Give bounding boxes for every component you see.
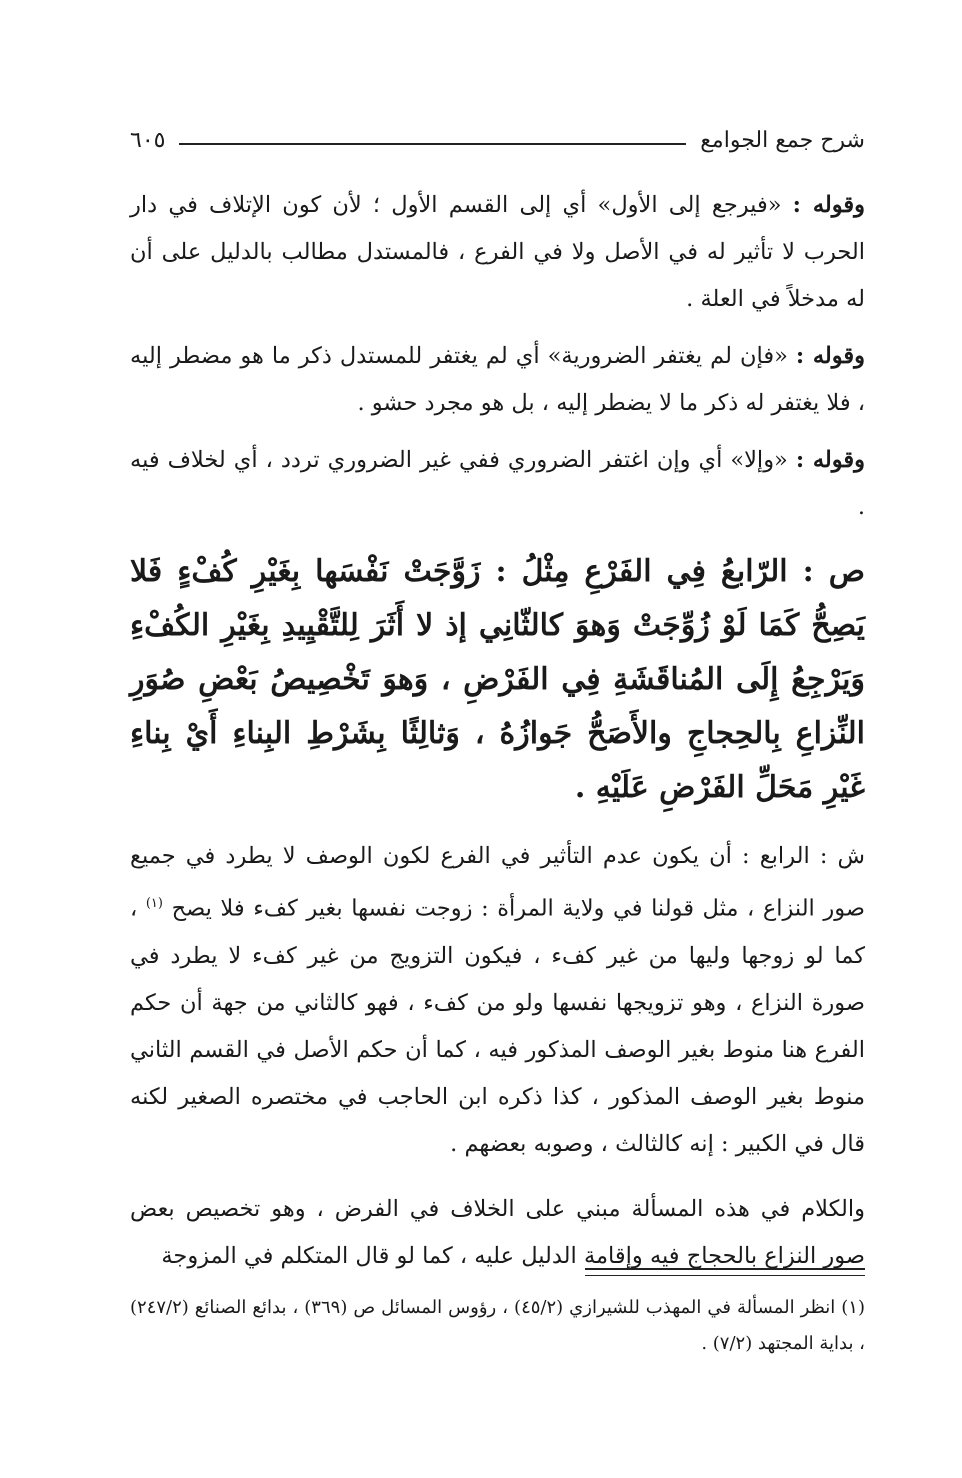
running-header [130,120,865,160]
commentary-paragraph-1 [130,182,865,323]
header-title: شرح جمع الجوامع [700,127,865,153]
paragraph-lead: وقوله : [792,192,865,218]
footnote-separator [585,1268,865,1276]
sharh-paragraph [130,833,865,1168]
paragraph-text: «فيرجع إلى الأول» أي إلى القسم الأول ؛ لأن كون الإتلاف في دار الحرب لا تأثير له في الأصل ولا في الفرع ، فالمستدل مطالب بالدليل على أن له مدخلاً في العلة . [130,192,865,312]
commentary-paragraph-3 [130,437,865,531]
closing-paragraph: والكلام في هذه المسألة مبني على الخلاف في الفرض ، وهو تخصيص بعض صور النزاع بالحجاج فيه وإقامة الدليل عليه ، كما لو قال المتكلم في المزوجة [130,1195,865,1269]
paragraph-lead: وقوله : [795,447,865,473]
footnote: (١) انظر المسألة في المهذب للشيرازي (٤٥/٢) ، رؤوس المسائل ص (٣٦٩) ، بدائع الصنائع (٢٤٧/٢) ، بداية المجتهد (٧/٢) . [130,1297,865,1354]
sharh-text-start: ش : الرابع : أن يكون عدم التأثير في الفرع لكون الوصف لا يطرد في جميع صور النزاع ، مثل قولنا في ولاية المرأة : زوجت نفسها بغير كفء فلا يصح [130,843,865,922]
header-rule [179,143,686,145]
paragraph-text: «وإلا» أي وإن اغتفر الضروري ففي غير الضروري تردد ، أي لخلاف فيه . [130,447,865,520]
main-text [130,182,865,1288]
sharh-text-end: ، كما لو زوجها وليها من غير كفء ، فيكون التزويج من غير كفء لا يطرد في صورة النزاع ، وهو تزويجها نفسها ولو من كفء ، فهو كالثاني من جهة أن حكم الفرع هنا منوط بغير الوصف المذكور فيه ، كما أن حكم الأصل في القسم الثاني منوط بغير الوصف المذكور ، كذا ذكره ابن الحاجب في مختصره الصغير لكنه قال في الكبير : إنه كالثالث ، وصوبه بعضهم . [130,895,865,1157]
paragraph-text: «فإن لم يغتفر الضرورية» أي لم يغتفر للمستدل ذكر ما هو مضطر إليه ، فلا يغتفر له ذكر ما لا يضطر إليه ، بل هو مجرد حشو . [130,343,865,416]
footnote-marker: (١) [145,896,163,911]
commentary-paragraph-2 [130,333,865,427]
matn-text: ص : الرّابعُ فِي الفَرْعِ مِثْلُ : زَوَّجَتْ نَفْسَها بِغَيْرِ كُفْءٍ فَلا يَصِحُّ كَمَا لَوْ زُوِّجَتْ وَهوَ كالثّانِي إذ لا أَثَرَ لِلتَّقْيِيدِ بِغَيْرِ الكُفْءِ وَيَرْجِعُ إِلَى المُناقَشَةِ فِي الفَرْضِ ، وَهوَ تَخْصِيصُ بَعْضِ صُوَرِ النِّزاعِ بِالحِجاجِ والأَصَحُّ جَوازُهُ ، وَثالِثًا بِشَرْطِ البِناءِ أَيْ بِناءِ غَيْرِ مَحَلِّ الفَرْضِ عَلَيْهِ . [130,554,865,805]
page-number: ٦٠٥ [130,127,166,153]
paragraph-lead: وقوله : [795,343,865,369]
